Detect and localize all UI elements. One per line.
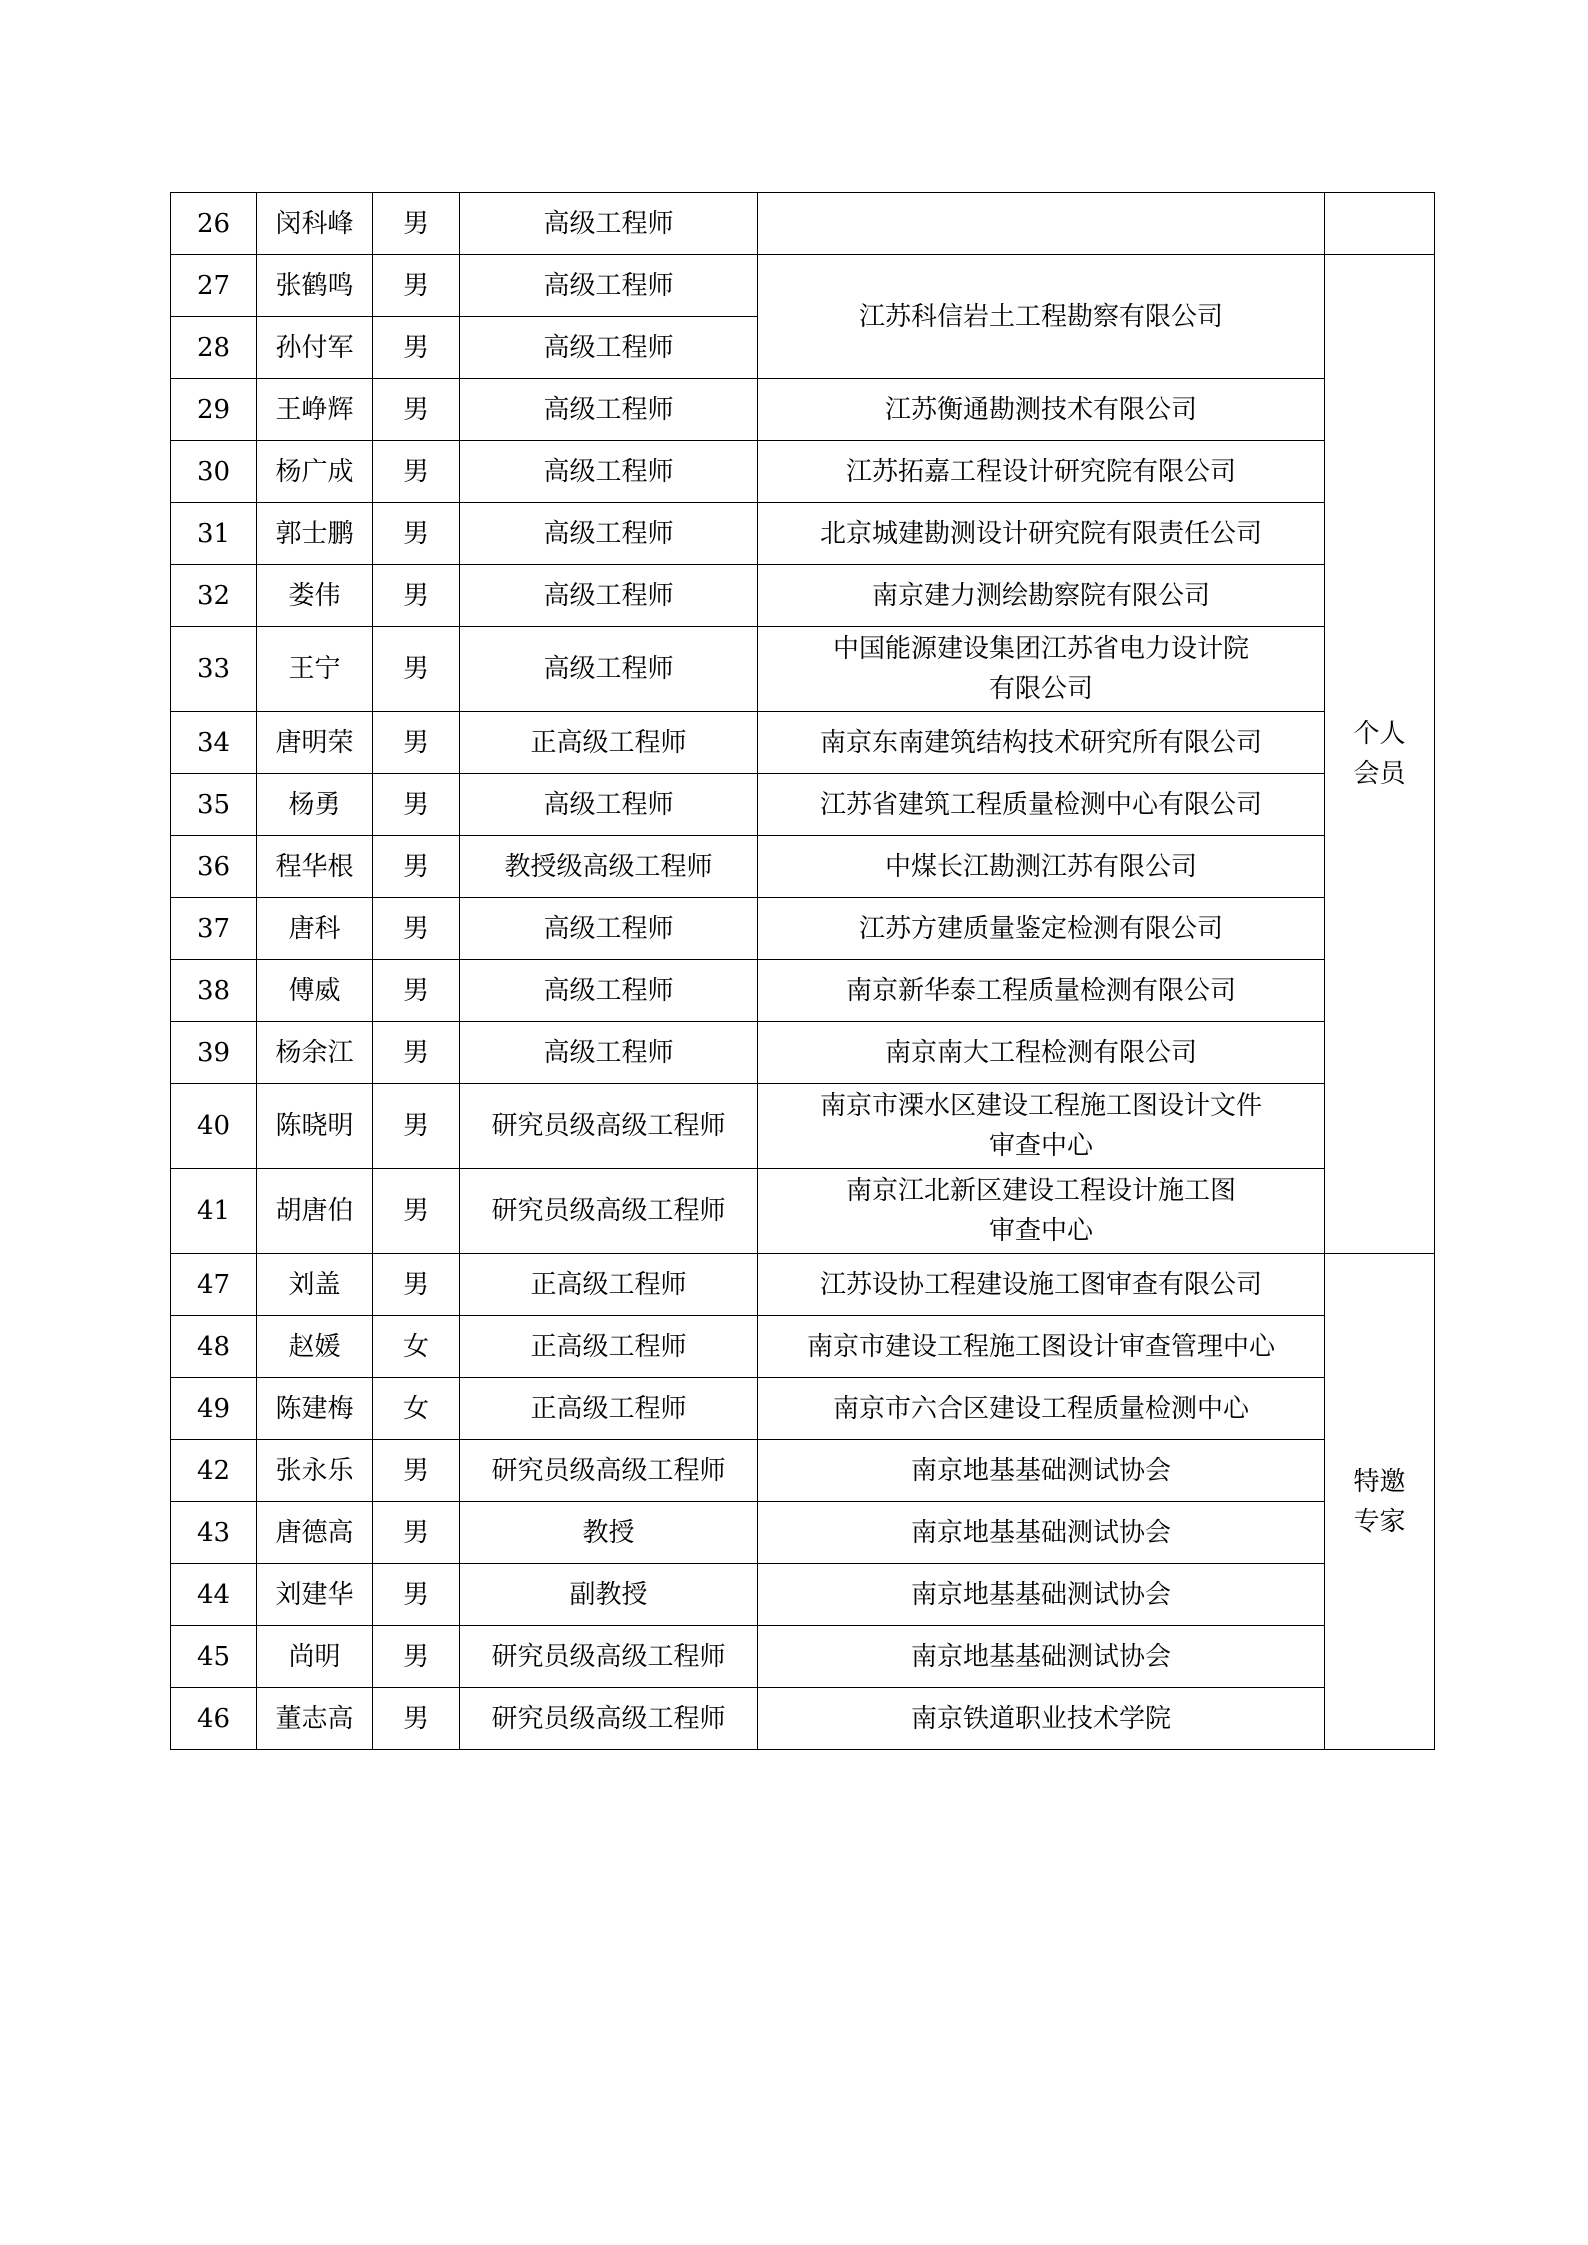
name-cell: 杨余江 — [257, 1022, 373, 1084]
organization-cell: 南京市六合区建设工程质量检测中心 — [758, 1378, 1325, 1440]
row-number-cell: 39 — [171, 1022, 257, 1084]
gender-cell: 女 — [373, 1316, 460, 1378]
name-cell: 程华根 — [257, 836, 373, 898]
title-cell: 高级工程师 — [460, 960, 758, 1022]
row-number-cell: 42 — [171, 1440, 257, 1502]
organization-cell: 南京市建设工程施工图设计审查管理中心 — [758, 1316, 1325, 1378]
name-cell: 杨勇 — [257, 774, 373, 836]
gender-cell: 男 — [373, 1254, 460, 1316]
organization-cell: 江苏衡通勘测技术有限公司 — [758, 379, 1325, 441]
gender-cell: 男 — [373, 774, 460, 836]
table-row — [171, 1254, 1435, 1316]
row-number-cell: 41 — [171, 1169, 257, 1254]
row-number-cell: 32 — [171, 565, 257, 627]
name-cell: 孙付军 — [257, 317, 373, 379]
table-row — [171, 1022, 1435, 1084]
name-cell: 唐德高 — [257, 1502, 373, 1564]
title-cell: 高级工程师 — [460, 898, 758, 960]
row-number-cell: 30 — [171, 441, 257, 503]
name-cell: 张永乐 — [257, 1440, 373, 1502]
organization-cell: 南京市溧水区建设工程施工图设计文件 审查中心 — [758, 1084, 1325, 1169]
row-number-cell: 40 — [171, 1084, 257, 1169]
table-row — [171, 712, 1435, 774]
row-number-cell: 33 — [171, 627, 257, 712]
title-cell: 研究员级高级工程师 — [460, 1084, 758, 1169]
title-cell: 正高级工程师 — [460, 712, 758, 774]
table-row — [171, 1626, 1435, 1688]
title-cell: 高级工程师 — [460, 317, 758, 379]
gender-cell: 男 — [373, 1688, 460, 1750]
row-number-cell: 35 — [171, 774, 257, 836]
title-cell: 研究员级高级工程师 — [460, 1626, 758, 1688]
gender-cell: 男 — [373, 1084, 460, 1169]
organization-cell: 南京地基基础测试协会 — [758, 1626, 1325, 1688]
organization-cell: 江苏设协工程建设施工图审查有限公司 — [758, 1254, 1325, 1316]
name-cell: 傅威 — [257, 960, 373, 1022]
row-number-cell: 26 — [171, 193, 257, 255]
title-cell: 研究员级高级工程师 — [460, 1688, 758, 1750]
table-row — [171, 627, 1435, 712]
title-cell: 正高级工程师 — [460, 1254, 758, 1316]
name-cell: 胡唐伯 — [257, 1169, 373, 1254]
title-cell: 高级工程师 — [460, 441, 758, 503]
row-number-cell: 46 — [171, 1688, 257, 1750]
row-number-cell: 37 — [171, 898, 257, 960]
name-cell: 唐明荣 — [257, 712, 373, 774]
title-cell: 正高级工程师 — [460, 1316, 758, 1378]
organization-cell: 江苏科信岩土工程勘察有限公司 — [758, 255, 1325, 379]
name-cell: 张鹤鸣 — [257, 255, 373, 317]
table-row — [171, 960, 1435, 1022]
title-cell: 教授 — [460, 1502, 758, 1564]
name-cell: 闵科峰 — [257, 193, 373, 255]
name-cell: 王宁 — [257, 627, 373, 712]
gender-cell: 男 — [373, 1626, 460, 1688]
organization-cell: 江苏省建筑工程质量检测中心有限公司 — [758, 774, 1325, 836]
title-cell: 研究员级高级工程师 — [460, 1440, 758, 1502]
name-cell: 陈晓明 — [257, 1084, 373, 1169]
gender-cell: 男 — [373, 960, 460, 1022]
name-cell: 刘建华 — [257, 1564, 373, 1626]
name-cell: 赵媛 — [257, 1316, 373, 1378]
title-cell: 正高级工程师 — [460, 1378, 758, 1440]
name-cell: 刘盖 — [257, 1254, 373, 1316]
name-cell: 尚明 — [257, 1626, 373, 1688]
title-cell: 研究员级高级工程师 — [460, 1169, 758, 1254]
title-cell: 高级工程师 — [460, 379, 758, 441]
gender-cell: 男 — [373, 1022, 460, 1084]
organization-cell: 中国能源建设集团江苏省电力设计院 有限公司 — [758, 627, 1325, 712]
organization-cell: 南京南大工程检测有限公司 — [758, 1022, 1325, 1084]
organization-cell: 南京建力测绘勘察院有限公司 — [758, 565, 1325, 627]
table-row — [171, 565, 1435, 627]
member-table-body — [171, 193, 1435, 1750]
gender-cell: 男 — [373, 317, 460, 379]
title-cell: 高级工程师 — [460, 774, 758, 836]
gender-cell: 男 — [373, 379, 460, 441]
table-row — [171, 836, 1435, 898]
name-cell: 王峥辉 — [257, 379, 373, 441]
row-number-cell: 29 — [171, 379, 257, 441]
organization-cell: 北京城建勘测设计研究院有限责任公司 — [758, 503, 1325, 565]
row-number-cell: 38 — [171, 960, 257, 1022]
row-number-cell: 47 — [171, 1254, 257, 1316]
row-number-cell: 28 — [171, 317, 257, 379]
name-cell: 董志高 — [257, 1688, 373, 1750]
table-row — [171, 1440, 1435, 1502]
gender-cell: 女 — [373, 1378, 460, 1440]
organization-cell: 中煤长江勘测江苏有限公司 — [758, 836, 1325, 898]
gender-cell: 男 — [373, 441, 460, 503]
name-cell: 郭士鹏 — [257, 503, 373, 565]
organization-cell: 南京东南建筑结构技术研究所有限公司 — [758, 712, 1325, 774]
row-number-cell: 43 — [171, 1502, 257, 1564]
table-row — [171, 1688, 1435, 1750]
gender-cell: 男 — [373, 627, 460, 712]
row-number-cell: 44 — [171, 1564, 257, 1626]
title-cell: 副教授 — [460, 1564, 758, 1626]
title-cell: 教授级高级工程师 — [460, 836, 758, 898]
name-cell: 唐科 — [257, 898, 373, 960]
title-cell: 高级工程师 — [460, 193, 758, 255]
row-number-cell: 45 — [171, 1626, 257, 1688]
row-number-cell: 27 — [171, 255, 257, 317]
organization-cell: 南京铁道职业技术学院 — [758, 1688, 1325, 1750]
organization-cell: 江苏拓嘉工程设计研究院有限公司 — [758, 441, 1325, 503]
table-row — [171, 774, 1435, 836]
gender-cell: 男 — [373, 255, 460, 317]
organization-cell: 江苏方建质量鉴定检测有限公司 — [758, 898, 1325, 960]
table-row — [171, 255, 1435, 317]
organization-cell — [758, 193, 1325, 255]
member-type-cell: 特邀 专家 — [1325, 1254, 1435, 1750]
organization-cell: 南京新华泰工程质量检测有限公司 — [758, 960, 1325, 1022]
name-cell: 杨广成 — [257, 441, 373, 503]
gender-cell: 男 — [373, 1502, 460, 1564]
name-cell: 娄伟 — [257, 565, 373, 627]
table-row — [171, 1084, 1435, 1169]
gender-cell: 男 — [373, 712, 460, 774]
table-row — [171, 1169, 1435, 1254]
organization-cell: 南京江北新区建设工程设计施工图 审查中心 — [758, 1169, 1325, 1254]
table-row — [171, 1502, 1435, 1564]
table-row — [171, 1378, 1435, 1440]
member-type-cell — [1325, 193, 1435, 255]
gender-cell: 男 — [373, 565, 460, 627]
table-row — [171, 503, 1435, 565]
table-row — [171, 441, 1435, 503]
row-number-cell: 34 — [171, 712, 257, 774]
gender-cell: 男 — [373, 1564, 460, 1626]
organization-cell: 南京地基基础测试协会 — [758, 1564, 1325, 1626]
gender-cell: 男 — [373, 1440, 460, 1502]
title-cell: 高级工程师 — [460, 627, 758, 712]
gender-cell: 男 — [373, 836, 460, 898]
name-cell: 陈建梅 — [257, 1378, 373, 1440]
table-row — [171, 379, 1435, 441]
table-row — [171, 898, 1435, 960]
row-number-cell: 36 — [171, 836, 257, 898]
gender-cell: 男 — [373, 898, 460, 960]
organization-cell: 南京地基基础测试协会 — [758, 1440, 1325, 1502]
member-table — [170, 192, 1435, 1750]
gender-cell: 男 — [373, 193, 460, 255]
table-row — [171, 1316, 1435, 1378]
row-number-cell: 48 — [171, 1316, 257, 1378]
title-cell: 高级工程师 — [460, 255, 758, 317]
row-number-cell: 49 — [171, 1378, 257, 1440]
title-cell: 高级工程师 — [460, 565, 758, 627]
organization-cell: 南京地基基础测试协会 — [758, 1502, 1325, 1564]
gender-cell: 男 — [373, 503, 460, 565]
title-cell: 高级工程师 — [460, 1022, 758, 1084]
gender-cell: 男 — [373, 1169, 460, 1254]
member-type-cell: 个人 会员 — [1325, 255, 1435, 1254]
row-number-cell: 31 — [171, 503, 257, 565]
table-row — [171, 193, 1435, 255]
title-cell: 高级工程师 — [460, 503, 758, 565]
table-row — [171, 1564, 1435, 1626]
